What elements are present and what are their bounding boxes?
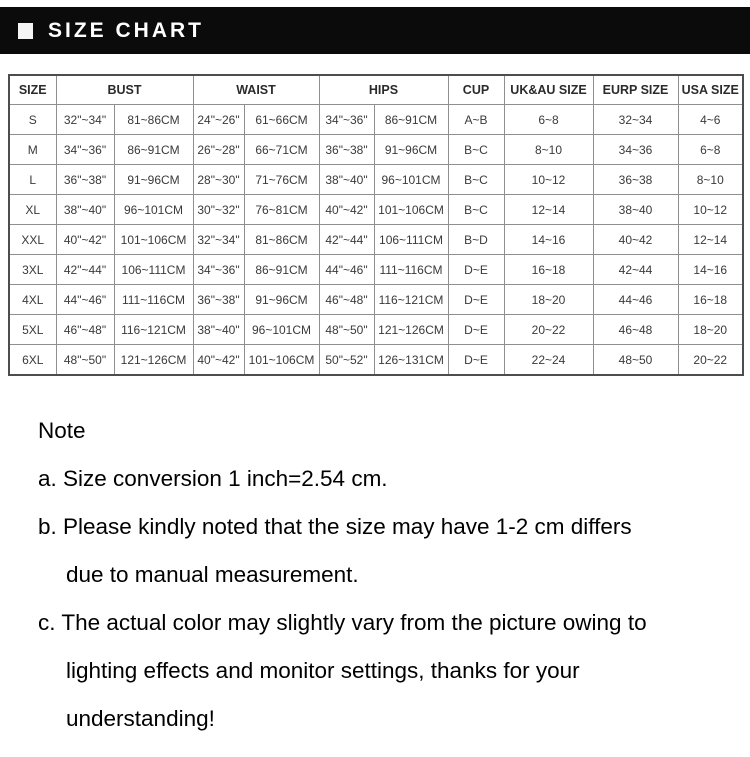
table-cell: 40~42	[593, 225, 678, 255]
table-cell: 28"~30"	[193, 165, 244, 195]
column-header: UK&AU SIZE	[504, 75, 593, 105]
page-title: SIZE CHART	[48, 18, 204, 42]
table-row	[9, 105, 743, 135]
table-cell: 22~24	[504, 345, 593, 376]
table-cell: 91~96CM	[244, 285, 319, 315]
column-header: HIPS	[319, 75, 448, 105]
table-header	[9, 75, 743, 105]
table-row	[9, 165, 743, 195]
table-cell: 106~111CM	[374, 225, 448, 255]
table-cell: 26"~28"	[193, 135, 244, 165]
size-label-cell: XL	[9, 195, 56, 225]
table-cell: 8~10	[678, 165, 743, 195]
table-cell: 48"~50"	[319, 315, 374, 345]
table-cell: 10~12	[504, 165, 593, 195]
table-cell: 91~96CM	[374, 135, 448, 165]
table-cell: 91~96CM	[114, 165, 193, 195]
table-cell: 8~10	[504, 135, 593, 165]
notes-title: Note	[38, 418, 86, 443]
table-cell: 6~8	[504, 105, 593, 135]
table-cell: B~C	[448, 165, 504, 195]
column-header: BUST	[56, 75, 193, 105]
table-cell: 10~12	[678, 195, 743, 225]
table-cell: 96~101CM	[374, 165, 448, 195]
table-cell: 20~22	[504, 315, 593, 345]
table-cell: 61~66CM	[244, 105, 319, 135]
table-cell: 126~131CM	[374, 345, 448, 376]
square-bullet-icon	[18, 23, 33, 39]
table-cell: 16~18	[504, 255, 593, 285]
table-cell: 40"~42"	[193, 345, 244, 376]
table-cell: 18~20	[504, 285, 593, 315]
table-cell: 40"~42"	[319, 195, 374, 225]
table-cell: 42"~44"	[319, 225, 374, 255]
table-cell: 81~86CM	[244, 225, 319, 255]
size-label-cell: 6XL	[9, 345, 56, 376]
table-cell: 44"~46"	[56, 285, 114, 315]
table-cell: 36~38	[593, 165, 678, 195]
table-cell: 20~22	[678, 345, 743, 376]
table-cell: 48"~50"	[56, 345, 114, 376]
size-chart-table	[8, 74, 744, 376]
table-cell: 34"~36"	[56, 135, 114, 165]
table-cell: 50"~52"	[319, 345, 374, 376]
table-cell: D~E	[448, 255, 504, 285]
table-cell: 71~76CM	[244, 165, 319, 195]
table-cell: 121~126CM	[114, 345, 193, 376]
table-cell: 44"~46"	[319, 255, 374, 285]
table-cell: 4~6	[678, 105, 743, 135]
table-cell: 121~126CM	[374, 315, 448, 345]
note-line: b. Please kindly noted that the size may have 1-2 cm differs	[38, 514, 632, 539]
size-chart-page	[0, 7, 750, 743]
table-cell: 96~101CM	[244, 315, 319, 345]
table-cell: A~B	[448, 105, 504, 135]
table-cell: 38~40	[593, 195, 678, 225]
table-cell: 38"~40"	[193, 315, 244, 345]
table-row	[9, 195, 743, 225]
table-body	[9, 105, 743, 376]
table-cell: 12~14	[678, 225, 743, 255]
size-label-cell: 3XL	[9, 255, 56, 285]
table-cell: 16~18	[678, 285, 743, 315]
table-cell: 46"~48"	[319, 285, 374, 315]
table-cell: 24"~26"	[193, 105, 244, 135]
size-label-cell: XXL	[9, 225, 56, 255]
table-cell: 38"~40"	[56, 195, 114, 225]
table-cell: 36"~38"	[319, 135, 374, 165]
table-cell: 14~16	[678, 255, 743, 285]
table-cell: 34"~36"	[319, 105, 374, 135]
table-cell: 46~48	[593, 315, 678, 345]
table-row	[9, 315, 743, 345]
table-cell: D~E	[448, 285, 504, 315]
table-cell: 48~50	[593, 345, 678, 376]
table-cell: 66~71CM	[244, 135, 319, 165]
table-cell: 36"~38"	[193, 285, 244, 315]
table-row	[9, 225, 743, 255]
table-cell: 42"~44"	[56, 255, 114, 285]
column-header: CUP	[448, 75, 504, 105]
table-row	[9, 135, 743, 165]
notes-section	[38, 407, 750, 743]
table-row	[9, 345, 743, 376]
size-label-cell: 4XL	[9, 285, 56, 315]
table-cell: 42~44	[593, 255, 678, 285]
table-cell: D~E	[448, 315, 504, 345]
note-line: lighting effects and monitor settings, thanks for your	[66, 658, 580, 683]
notes-list	[38, 455, 750, 743]
table-cell: 14~16	[504, 225, 593, 255]
size-label-cell: 5XL	[9, 315, 56, 345]
note-line: due to manual measurement.	[66, 562, 359, 587]
size-label-cell: L	[9, 165, 56, 195]
table-cell: 101~106CM	[114, 225, 193, 255]
size-label-cell: M	[9, 135, 56, 165]
table-cell: 106~111CM	[114, 255, 193, 285]
table-cell: 32"~34"	[56, 105, 114, 135]
table-cell: 34"~36"	[193, 255, 244, 285]
title-bar	[0, 7, 750, 54]
table-cell: B~D	[448, 225, 504, 255]
note-line: c. The actual color may slightly vary from the picture owing to	[38, 610, 647, 635]
note-line: a. Size conversion 1 inch=2.54 cm.	[38, 466, 388, 491]
column-header: SIZE	[9, 75, 56, 105]
table-row	[9, 285, 743, 315]
table-cell: B~C	[448, 135, 504, 165]
table-cell: 32~34	[593, 105, 678, 135]
table-cell: 18~20	[678, 315, 743, 345]
table-cell: 32"~34"	[193, 225, 244, 255]
table-cell: 30"~32"	[193, 195, 244, 225]
size-label-cell: S	[9, 105, 56, 135]
table-cell: 101~106CM	[244, 345, 319, 376]
table-cell: 40"~42"	[56, 225, 114, 255]
table-cell: 38"~40"	[319, 165, 374, 195]
table-cell: 6~8	[678, 135, 743, 165]
table-cell: D~E	[448, 345, 504, 376]
table-cell: 86~91CM	[374, 105, 448, 135]
table-cell: 12~14	[504, 195, 593, 225]
table-row	[9, 255, 743, 285]
table-cell: 116~121CM	[374, 285, 448, 315]
column-header: WAIST	[193, 75, 319, 105]
table-header-row	[9, 75, 743, 105]
table-cell: 36"~38"	[56, 165, 114, 195]
table-cell: 111~116CM	[374, 255, 448, 285]
note-line: understanding!	[66, 706, 215, 731]
table-cell: 101~106CM	[374, 195, 448, 225]
column-header: EURP SIZE	[593, 75, 678, 105]
table-cell: B~C	[448, 195, 504, 225]
table-cell: 111~116CM	[114, 285, 193, 315]
table-cell: 116~121CM	[114, 315, 193, 345]
table-cell: 76~81CM	[244, 195, 319, 225]
table-cell: 81~86CM	[114, 105, 193, 135]
table-cell: 86~91CM	[114, 135, 193, 165]
table-cell: 46"~48"	[56, 315, 114, 345]
table-cell: 96~101CM	[114, 195, 193, 225]
table-cell: 44~46	[593, 285, 678, 315]
table-cell: 34~36	[593, 135, 678, 165]
column-header: USA SIZE	[678, 75, 743, 105]
table-cell: 86~91CM	[244, 255, 319, 285]
